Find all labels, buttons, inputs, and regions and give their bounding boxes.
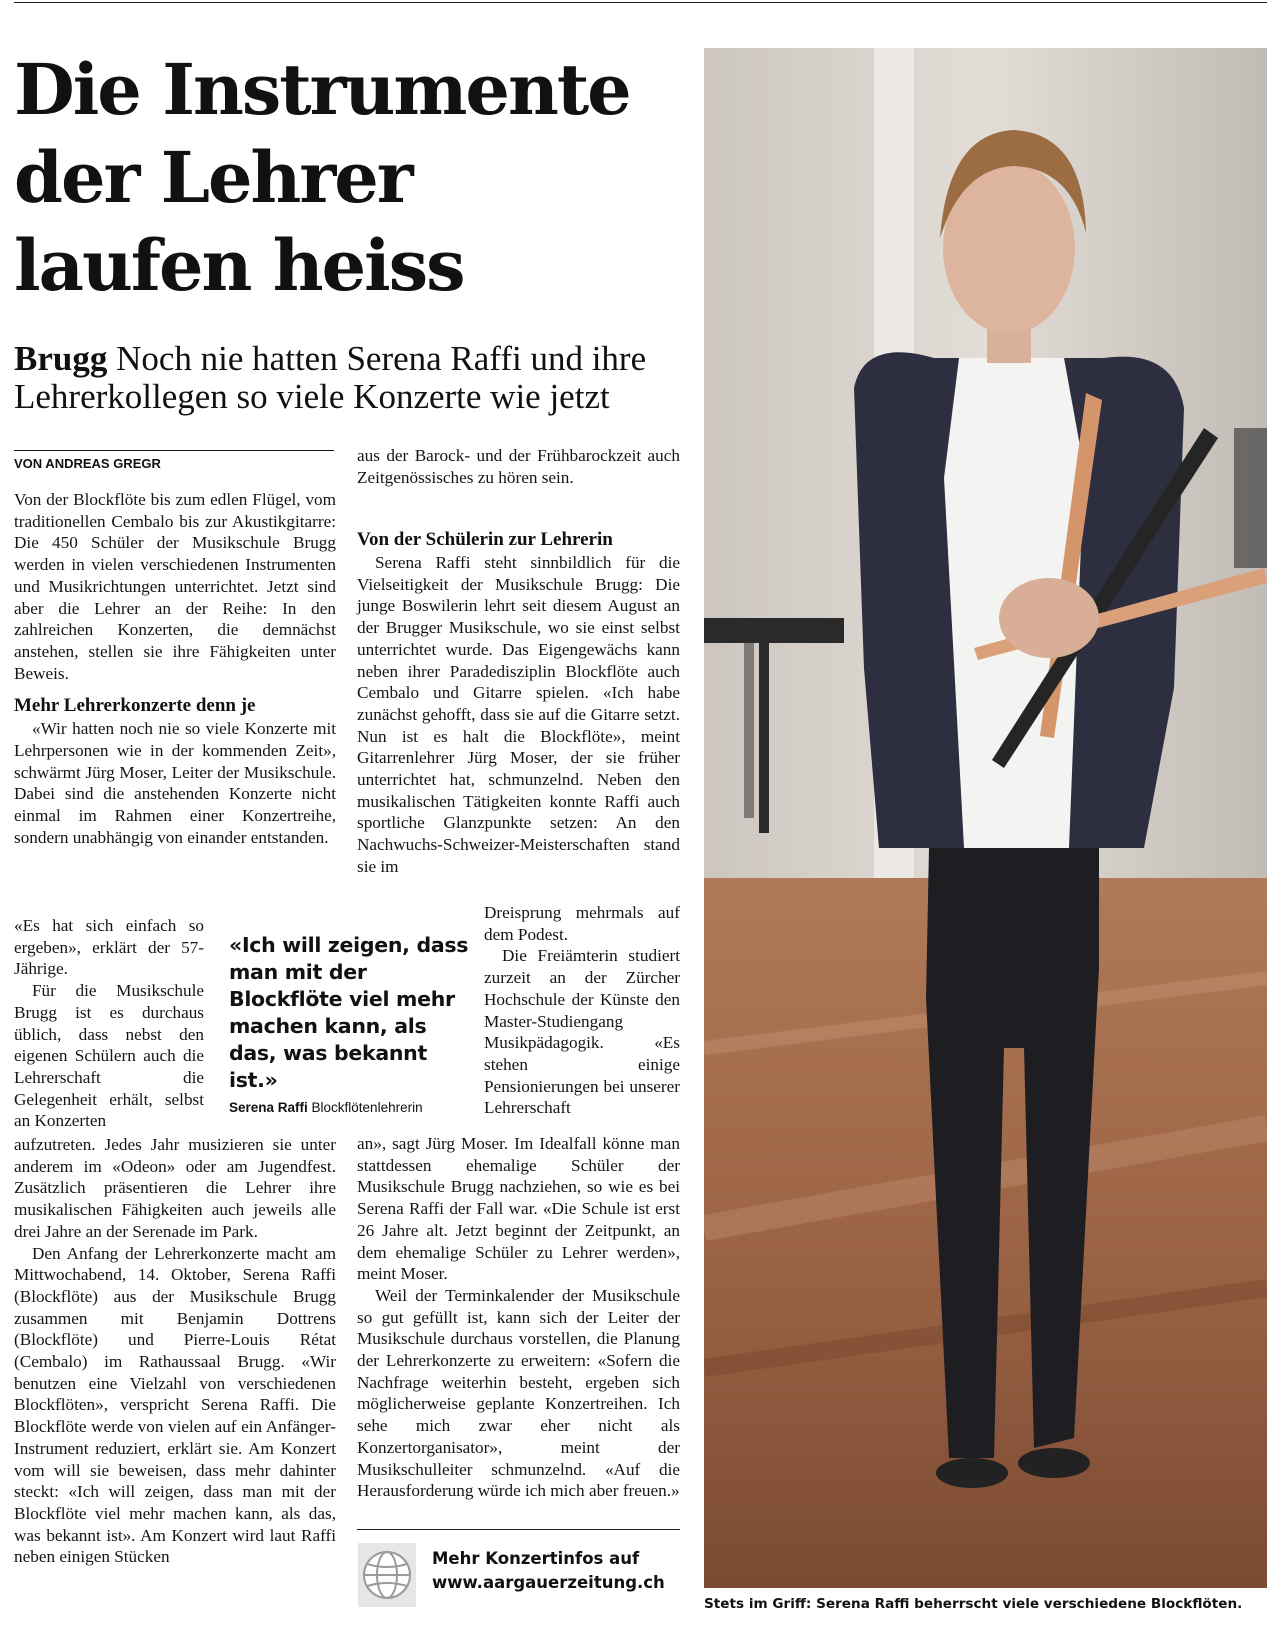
pull-quote-text: «Ich will zeigen, dass man mit der Blockflöte viel mehr machen kann, als das, was bekannt ist.»	[229, 933, 469, 1092]
paragraph-sinnbildlich: Serena Raffi steht sinnbildlich für die Vielseitigkeit der Musikschule Brugg: Die junge Boswilerin lehrt seit diesem August an der Brugger Musikschule, wo sie einst selbst unterrichtet wurde. Das Eigengewächs kann neben ihrer Paradedisziplin Blockflöte auch Cembalo und Gitarre spielen. «Ich habe zunächst gehofft, dass sie auf die Gitarre setzt. Nun ist es halt die Blockflöte», meint Gitarrenlehrer Jürg Moser, der sie früher unterrichtet hat, schmunzelnd. Neben den musikalischen Tätigkeiten konnte Raffi auch sportliche Glanzpunkte setzen: An den Nachwuchs-Schweizer-Meisterschaften stand sie im	[357, 553, 680, 876]
paragraph-idealfall: an», sagt Jürg Moser. Im Idealfall könne man stattdessen ehemalige Schüler der Musikschule Brugg nachziehen, so wie es bei Serena Raffi der Fall war. «Die Schule ist erst 26 Jahre alt. Jetzt beginnt der Zeitpunkt, an dem ehemalige Schüler zu Lehrer werden», meint Moser.	[357, 1134, 680, 1284]
column-1-narrow	[14, 915, 204, 1132]
paragraph-anfang: Den Anfang der Lehrerkonzerte macht am Mittwochabend, 14. Oktober, Serena Raffi (Blockflöte) aus der Musikschule Brugg zusammen mit Benjamin Dottrens (Blockflöte) und Pierre-Louis Rétat (Cembalo) im Rathaussaal Brugg. «Wir benutzen eine Vielzahl von verschiedenen Blockflöten», verspricht Serena Raffi. Die Blockflöte werde von vielen auf ein Anfänger-Instrument reduziert, erklärt sie. Am Konzert vom will sie beweisen, dass mehr dahinter steckt: «Ich will zeigen, dass man mit der Blockflöte viel mehr machen kann, als das, was bekannt ist». Am Konzert wird laut Raffi neben einigen Stücken	[14, 1243, 336, 1567]
headline-line-3: laufen heiss	[14, 224, 464, 307]
info-line-1: Mehr Konzertinfos auf	[432, 1549, 640, 1568]
subhead-lehrerkonzerte: Mehr Lehrerkonzerte denn je	[14, 695, 256, 717]
info-box	[358, 1543, 680, 1613]
headline-line-1: Die Instrumente	[14, 48, 630, 131]
column-1-bottom	[14, 1134, 336, 1568]
lead-place: Brugg	[14, 339, 108, 378]
info-text	[432, 1547, 665, 1595]
column-2-main	[357, 552, 680, 878]
paragraph-terminkalender: Weil der Terminkalender der Musikschule so gut gefüllt ist, kann sich der Leiter der Musikschule durchaus vorstellen, die Planung der Lehrerkonzerte zu erweitern: «Sofern die Nachfrage weiterhin besteht, ergeben sich möglicherweise geplante Konzertreihen. Ich sehe mich zwar eher nicht als Konzertorganisator», meint der Musikschulleiter schmunzelnd. «Auf die Herausforderung würde ich mich aber freuen.»	[357, 1285, 680, 1501]
pull-quote-role: Blockflötenlehrerin	[307, 1100, 423, 1115]
pull-quote	[229, 932, 469, 1115]
paragraph-freiaemterin: Die Freiämterin studiert zurzeit an der Zürcher Hochschule der Künste den Master-Studiengang Musikpädagogik. «Es stehen einige Pensionierungen bei unserer Lehrerschaft	[484, 946, 680, 1118]
info-rule	[357, 1529, 680, 1530]
paragraph-dreisprung: Dreisprung mehrmals auf dem Podest.	[484, 903, 680, 944]
info-link[interactable]: www.aargauerzeitung.ch	[432, 1573, 665, 1592]
pull-quote-name: Serena Raffi	[229, 1100, 308, 1115]
photo-caption: Stets im Griff: Serena Raffi beherrscht viele verschiedene Blockflöten.	[704, 1596, 1243, 1612]
paragraph-moser-quote: «Wir hatten noch nie so viele Konzerte mit Lehrpersonen wie in der kommenden Zeit», schwärmt Jürg Moser, Leiter der Musikschule. Dabei sind die anstehenden Konzerte nicht einmal im Rahmen einer Konzertreihe, sondern unabhängig von einander entstanden.	[14, 719, 336, 847]
pull-quote-attribution	[229, 1100, 469, 1115]
globe-icon	[358, 1543, 416, 1607]
subhead-schuelerin: Von der Schülerin zur Lehrerin	[357, 529, 613, 550]
column-2-bottom	[357, 1133, 680, 1502]
column-2-top	[357, 445, 680, 488]
paragraph-intro: Von der Blockflöte bis zum edlen Flügel, vom traditionellen Cembalo bis zur Akustikgitarre: Die 450 Schüler der Musikschule Brugg werden in vielen verschiedenen Instrumenten und Musikrichtungen unterrichtet. Jetzt sind aber die Lehrer an der Reihe: In den zahlreichen Konzerten, die demnächst anstehen, stellen sie ihre Fähigkeiten unter Beweis.	[14, 490, 336, 683]
headline	[14, 46, 674, 310]
paragraph-ergeben: «Es hat sich einfach so ergeben», erklärt der 57-Jährige.	[14, 916, 204, 979]
headline-line-2: der Lehrer	[14, 136, 412, 219]
lead-paragraph	[14, 340, 674, 416]
byline: VON ANDREAS GREGR	[14, 456, 161, 471]
column-2-narrow	[484, 902, 680, 1119]
paragraph-barock: aus der Barock- und der Frühbarockzeit auch Zeitgenössisches zu hören sein.	[357, 446, 680, 487]
top-rule	[14, 2, 1267, 3]
photo-serena-raffi	[704, 48, 1267, 1588]
paragraph-ueblich: Für die Musikschule Brugg ist es durchaus üblich, dass nebst den eigenen Schülern auch die Lehrerschaft die Gelegenheit erhält, selbst an Konzerten	[14, 981, 204, 1131]
column-1-top	[14, 489, 336, 849]
paragraph-auftreten: aufzutreten. Jedes Jahr musizieren sie unter anderem im «Odeon» oder am Jugendfest. Zusätzlich präsentieren die Lehrer ihre musikalischen Fähigkeiten auch jeweils alle drei Jahre an der Serenade im Park.	[14, 1135, 336, 1241]
byline-rule	[14, 450, 334, 451]
lead-text: Noch nie hatten Serena Raffi und ihre Lehrerkollegen so viele Konzerte wie jetzt	[14, 339, 647, 416]
